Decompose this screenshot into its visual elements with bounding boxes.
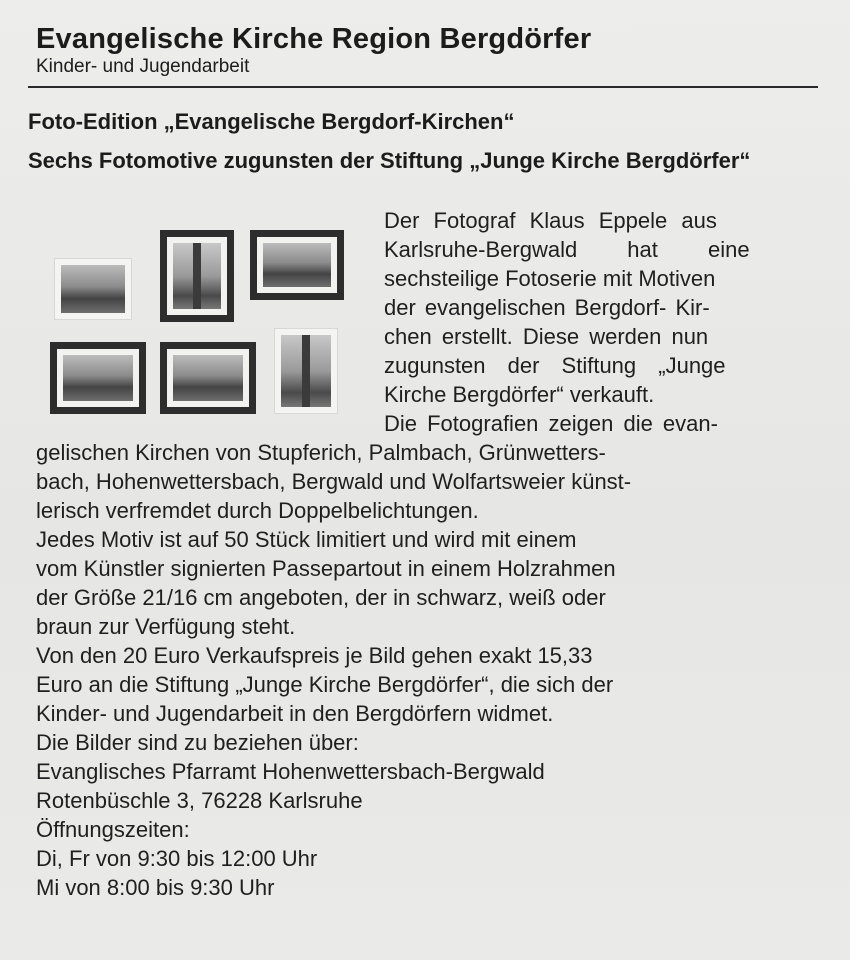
text-line: sechsteilige Fotoserie mit Motiven — [384, 266, 716, 291]
article-subheading: Sechs Fotomotive zugunsten der Stiftung „Junge Kirche Bergdörfer“ — [28, 148, 751, 173]
text-line: vom Künstler signierten Passepartout in einem Holzrahmen — [36, 556, 616, 581]
text-line: chen erstellt. Diese werden nun — [384, 324, 709, 349]
framed-photos-image — [44, 218, 344, 418]
intro-paragraph — [384, 206, 818, 438]
text-line: Die Fotografien zeigen die evan- — [384, 411, 718, 436]
text-line: gelischen Kirchen von Stupferich, Palmbach, Grünwetters- — [36, 440, 606, 465]
photo-frame — [274, 328, 338, 414]
photo-frame — [250, 230, 344, 300]
photo-frame — [50, 342, 146, 414]
photo-frame — [54, 258, 132, 320]
text-line: Die Bilder sind zu beziehen über: — [36, 730, 359, 755]
text-line: Von den 20 Euro Verkaufspreis je Bild gehen exakt 15,33 — [36, 643, 593, 668]
body-paragraph — [36, 438, 820, 902]
text-line: der Größe 21/16 cm angeboten, der in schwarz, weiß oder — [36, 585, 606, 610]
text-line: Karlsruhe-Bergwald hat eine — [384, 237, 750, 262]
header-rule — [28, 86, 818, 88]
text-line: der evangelischen Bergdorf- Kir- — [384, 295, 710, 320]
text-line: lerisch verfremdet durch Doppelbelichtungen. — [36, 498, 479, 523]
opening-hours-label: Öffnungszeiten: — [36, 817, 190, 842]
text-line: zugunsten der Stiftung „Junge — [384, 353, 726, 378]
photo-frame — [160, 230, 234, 322]
text-line: Jedes Motiv ist auf 50 Stück limitiert und wird mit einem — [36, 527, 577, 552]
opening-hours-line: Mi von 8:00 bis 9:30 Uhr — [36, 875, 275, 900]
text-line: Der Fotograf Klaus Eppele aus — [384, 208, 717, 233]
photo-frame — [160, 342, 256, 414]
contact-address: Rotenbüschle 3, 76228 Karlsruhe — [36, 788, 363, 813]
contact-name: Evanglisches Pfarramt Hohenwettersbach-Bergwald — [36, 759, 545, 784]
page-header — [36, 22, 818, 78]
text-line: Kinder- und Jugendarbeit in den Bergdörfern widmet. — [36, 701, 554, 726]
text-line: braun zur Verfügung steht. — [36, 614, 296, 639]
article-heading: Foto-Edition „Evangelische Bergdorf-Kirchen“ — [28, 109, 515, 134]
text-line: Euro an die Stiftung „Junge Kirche Bergdörfer“, die sich der — [36, 672, 614, 697]
opening-hours-line: Di, Fr von 9:30 bis 12:00 Uhr — [36, 846, 318, 871]
page-subtitle: Kinder- und Jugendarbeit — [36, 56, 250, 77]
text-line: bach, Hohenwettersbach, Bergwald und Wolfartsweier künst- — [36, 469, 632, 494]
page-title: Evangelische Kirche Region Bergdörfer — [36, 23, 592, 55]
text-line: Kirche Bergdörfer“ verkauft. — [384, 382, 655, 407]
